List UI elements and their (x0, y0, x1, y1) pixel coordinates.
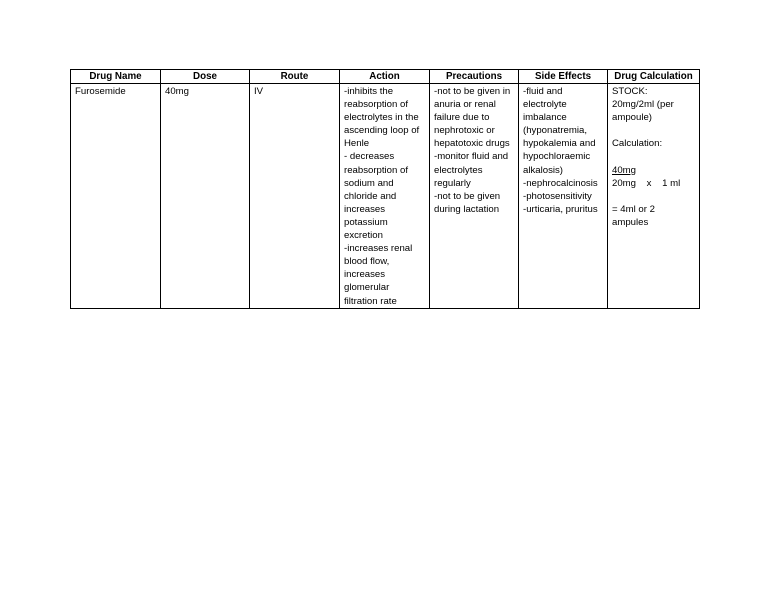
header-precautions: Precautions (430, 70, 519, 84)
stock-label: STOCK: (612, 86, 648, 97)
spacer (612, 190, 696, 203)
action-line: electrolytes in the (344, 112, 419, 124)
cell-drug-calculation (608, 84, 700, 309)
cell-precautions (430, 84, 519, 309)
calculation-result: ampules (612, 216, 649, 228)
header-dose: Dose (161, 70, 250, 84)
side-effect-line: -urticaria, pruritus (523, 203, 598, 215)
side-effect-line: hypokalemia and (523, 138, 596, 150)
action-line: filtration rate (344, 295, 397, 307)
action-line: -increases renal (344, 243, 413, 255)
calculation-denominator: 20mg (612, 177, 636, 189)
action-line: potassium (344, 216, 388, 228)
header-action: Action (340, 70, 430, 84)
side-effect-line: imbalance (523, 112, 567, 124)
side-effect-line: (hyponatremia, (523, 125, 587, 137)
table-row (71, 84, 700, 309)
side-effect-line: -nephrocalcinosis (523, 177, 598, 189)
cell-dose: 40mg (161, 84, 250, 309)
stock-value: 20mg/2ml (per (612, 99, 674, 111)
side-effect-line: -fluid and (523, 86, 563, 97)
precaution-line: nephrotoxic or (434, 125, 495, 137)
header-side-effects: Side Effects (519, 70, 608, 84)
calculation-result: = 4ml or 2 (612, 203, 655, 215)
precaution-line: anuria or renal (434, 99, 496, 111)
cell-side-effects (519, 84, 608, 309)
action-line: - decreases (344, 151, 395, 163)
action-line: blood flow, (344, 256, 390, 268)
action-line: sodium and (344, 177, 394, 189)
action-line: reabsorption of (344, 99, 408, 111)
side-effect-line: electrolyte (523, 99, 567, 111)
precaution-line: -monitor fluid and (434, 151, 509, 163)
stock-value: ampoule) (612, 112, 652, 124)
action-line: increases (344, 203, 386, 215)
precaution-line: -not to be given in (434, 86, 511, 97)
header-route: Route (250, 70, 340, 84)
side-effect-line: -photosensitivity (523, 190, 592, 202)
action-line: -inhibits the (344, 86, 394, 97)
calculation-expression (612, 177, 696, 190)
action-line: increases (344, 269, 386, 281)
action-line: reabsorption of (344, 164, 408, 176)
precaution-line: electrolytes (434, 164, 483, 176)
precaution-line: -not to be given (434, 190, 501, 202)
drug-table (70, 69, 700, 309)
precaution-line: hepatotoxic drugs (434, 138, 510, 150)
precaution-line: regularly (434, 177, 471, 189)
header-drug-name: Drug Name (71, 70, 161, 84)
calculation-label: Calculation: (612, 138, 663, 150)
action-line: Henle (344, 138, 370, 150)
times-sign: x (646, 177, 652, 189)
action-line: excretion (344, 230, 383, 242)
cell-drug-name: Furosemide (71, 84, 161, 309)
spacer (612, 124, 696, 137)
action-line: ascending loop of (344, 125, 420, 137)
precaution-line: failure due to (434, 112, 490, 124)
side-effect-line: alkalosis) (523, 164, 563, 176)
calculation-numerator: 40mg (612, 164, 636, 176)
action-line: chloride and (344, 190, 397, 202)
cell-route: IV (250, 84, 340, 309)
precaution-line: during lactation (434, 203, 500, 215)
cell-action (340, 84, 430, 309)
side-effect-line: hypochloraemic (523, 151, 591, 163)
header-row (71, 70, 700, 84)
action-line: glomerular (344, 282, 390, 294)
header-drug-calculation: Drug Calculation (608, 70, 700, 84)
spacer (612, 150, 696, 163)
calculation-multiplier: 1 ml (662, 177, 681, 189)
